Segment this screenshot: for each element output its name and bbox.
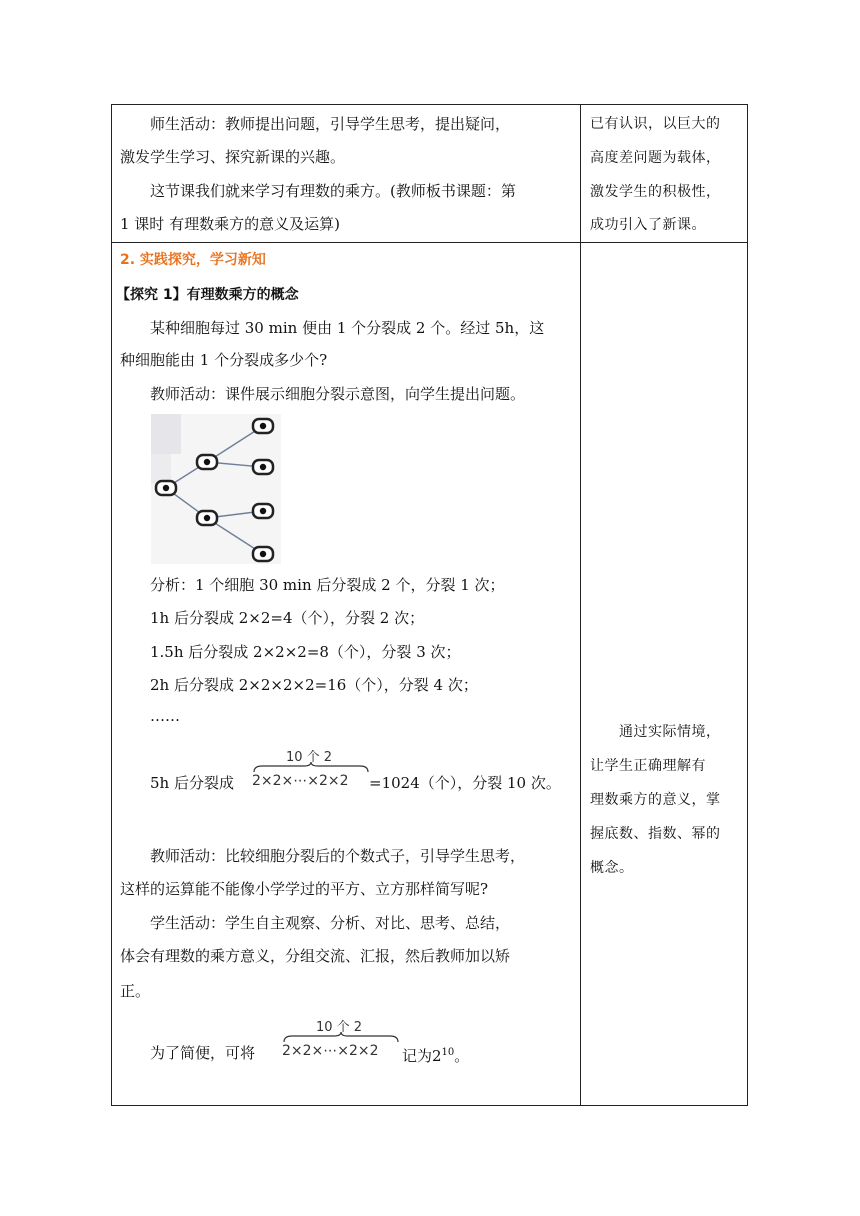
fivehour-suffix: =1024（个），分裂 10 次。 xyxy=(369,774,561,792)
fivehour-prefix: 5h 后分裂成 xyxy=(150,774,234,792)
simplify-brace-label: 10 个 2 xyxy=(316,1020,363,1035)
explore-heading: 【探究 1】有理数乘方的概念 xyxy=(116,287,299,303)
simplify-prefix: 为了简便，可将 xyxy=(150,1044,256,1062)
student-activity-line-2: 体会有理数的乘方意义，分组交流、汇报，然后教师加以矫 xyxy=(120,947,511,965)
design-note-line-1: 已有认识，以巨大的 xyxy=(590,116,721,132)
teacher-activity-compare-line-1: 教师活动：比较细胞分裂后的个数式子，引导学生思考， xyxy=(150,847,526,865)
row-divider xyxy=(112,242,747,243)
section-heading: 2. 实践探究，学习新知 xyxy=(120,252,266,268)
fivehour-expression: 2×2×⋯×2×2 xyxy=(252,773,349,789)
lesson-intro-line-2: 1 课时 有理数乘方的意义及运算) xyxy=(120,215,340,233)
analysis-ellipsis: …… xyxy=(150,707,180,725)
problem-line-2: 种细胞能由 1 个分裂成多少个? xyxy=(120,351,328,369)
simplify-suffix-text: 记为2 xyxy=(402,1047,442,1065)
cell-division-svg xyxy=(151,414,281,564)
simplify-expression: 2×2×⋯×2×2 xyxy=(282,1043,379,1059)
teacher-student-activity-line-2: 激发学生学习、探究新课的兴趣。 xyxy=(120,148,346,166)
design-note-line-4: 成功引入了新课。 xyxy=(590,217,706,233)
simplify-suffix xyxy=(402,1043,469,1066)
cell-division-diagram xyxy=(151,414,281,564)
analysis-line-2: 1h 后分裂成 2×2=4（个），分裂 2 次； xyxy=(150,609,425,627)
purpose-note-line-3: 理数乘方的意义，掌 xyxy=(590,792,721,808)
fivehour-brace-label: 10 个 2 xyxy=(286,750,333,765)
column-divider xyxy=(580,105,581,1105)
purpose-note-line-2: 让学生正确理解有 xyxy=(590,758,706,774)
purpose-note-line-5: 概念。 xyxy=(590,860,634,876)
design-note-line-3: 激发学生的积极性， xyxy=(590,184,721,200)
purpose-note-line-4: 握底数、指数、幂的 xyxy=(590,826,721,842)
simplify-end: 。 xyxy=(454,1047,470,1065)
student-activity-line-3: 正。 xyxy=(120,982,151,1000)
teacher-student-activity-line-1: 师生活动：教师提出问题，引导学生思考，提出疑问， xyxy=(150,115,511,133)
purpose-note-line-1: 通过实际情境， xyxy=(619,724,721,740)
lesson-table xyxy=(111,104,748,1106)
analysis-line-4: 2h 后分裂成 2×2×2×2=16（个），分裂 4 次； xyxy=(150,676,478,694)
analysis-line-3: 1.5h 后分裂成 2×2×2=8（个），分裂 3 次； xyxy=(150,643,461,661)
student-activity-line-1: 学生活动：学生自主观察、分析、对比、思考、总结， xyxy=(150,914,511,932)
fivehour-overbrace xyxy=(252,761,370,773)
teacher-activity-compare-line-2: 这样的运算能不能像小学学过的平方、立方那样简写呢? xyxy=(120,880,489,898)
simplify-exponent: 10 xyxy=(441,1047,455,1058)
teacher-activity-courseware: 教师活动：课件展示细胞分裂示意图，向学生提出问题。 xyxy=(150,385,526,403)
simplify-overbrace xyxy=(282,1031,400,1043)
lesson-intro-line-1: 这节课我们就来学习有理数的乘方。(教师板书课题：第 xyxy=(150,182,516,200)
problem-line-1: 某种细胞每过 30 min 便由 1 个分裂成 2 个。经过 5h，这 xyxy=(150,319,545,337)
analysis-line-1: 分析：1 个细胞 30 min 后分裂成 2 个，分裂 1 次； xyxy=(150,576,505,594)
design-note-line-2: 高度差问题为载体， xyxy=(590,150,721,166)
